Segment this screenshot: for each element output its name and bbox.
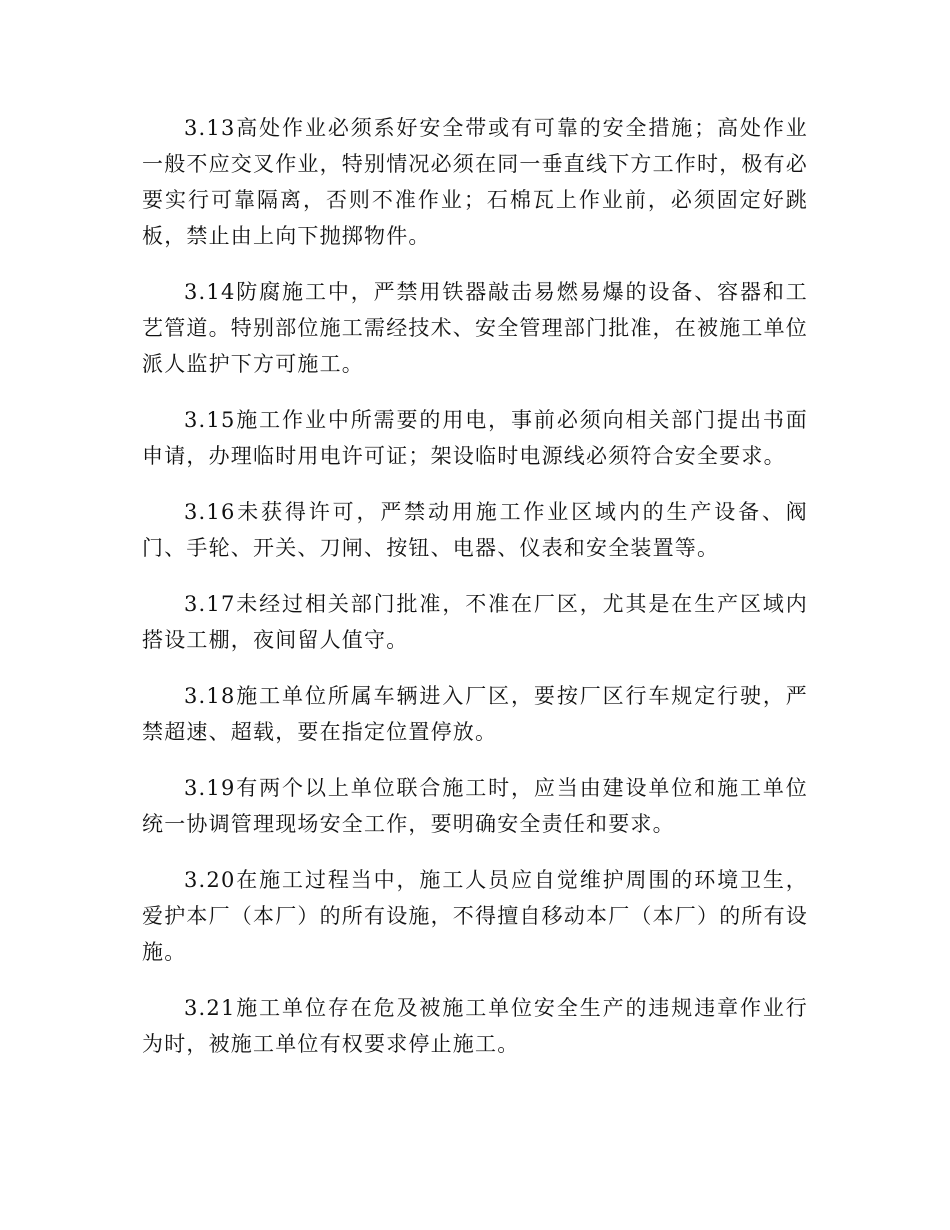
paragraph-3-20: 3.20在施工过程当中，施工人员应自觉维护周围的环境卫生，爱护本厂（本厂）的所有设施，不得擅自移动本厂（本厂）的所有设施。 xyxy=(142,868,808,964)
paragraph-3-13: 3.13高处作业必须系好安全带或有可靠的安全措施；高处作业一般不应交叉作业，特别情况必须在同一垂直线下方工作时，极有必要实行可靠隔离，否则不准作业；石棉瓦上作业前，必须固定好跳板，禁止由上向下抛掷物件。 xyxy=(142,116,808,248)
document-body xyxy=(142,110,808,1082)
paragraph-3-19: 3.19有两个以上单位联合施工时，应当由建设单位和施工单位统一协调管理现场安全工作，要明确安全责任和要求。 xyxy=(142,776,808,836)
paragraph-3-15: 3.15施工作业中所需要的用电，事前必须向相关部门提出书面申请，办理临时用电许可证；架设临时电源线必须符合安全要求。 xyxy=(142,408,808,468)
paragraph-3-18: 3.18施工单位所属车辆进入厂区，要按厂区行车规定行驶，严禁超速、超载，要在指定位置停放。 xyxy=(142,684,808,744)
paragraph-3-21: 3.21施工单位存在危及被施工单位安全生产的违规违章作业行为时，被施工单位有权要求停止施工。 xyxy=(142,996,808,1056)
paragraph-3-17: 3.17未经过相关部门批准，不准在厂区，尤其是在生产区域内搭设工棚，夜间留人值守。 xyxy=(142,592,808,652)
paragraph-3-16: 3.16未获得许可，严禁动用施工作业区域内的生产设备、阀门、手轮、开关、刀闸、按钮、电器、仪表和安全装置等。 xyxy=(142,500,808,560)
paragraph-3-14: 3.14防腐施工中，严禁用铁器敲击易燃易爆的设备、容器和工艺管道。特别部位施工需经技术、安全管理部门批准，在被施工单位派人监护下方可施工。 xyxy=(142,280,808,376)
